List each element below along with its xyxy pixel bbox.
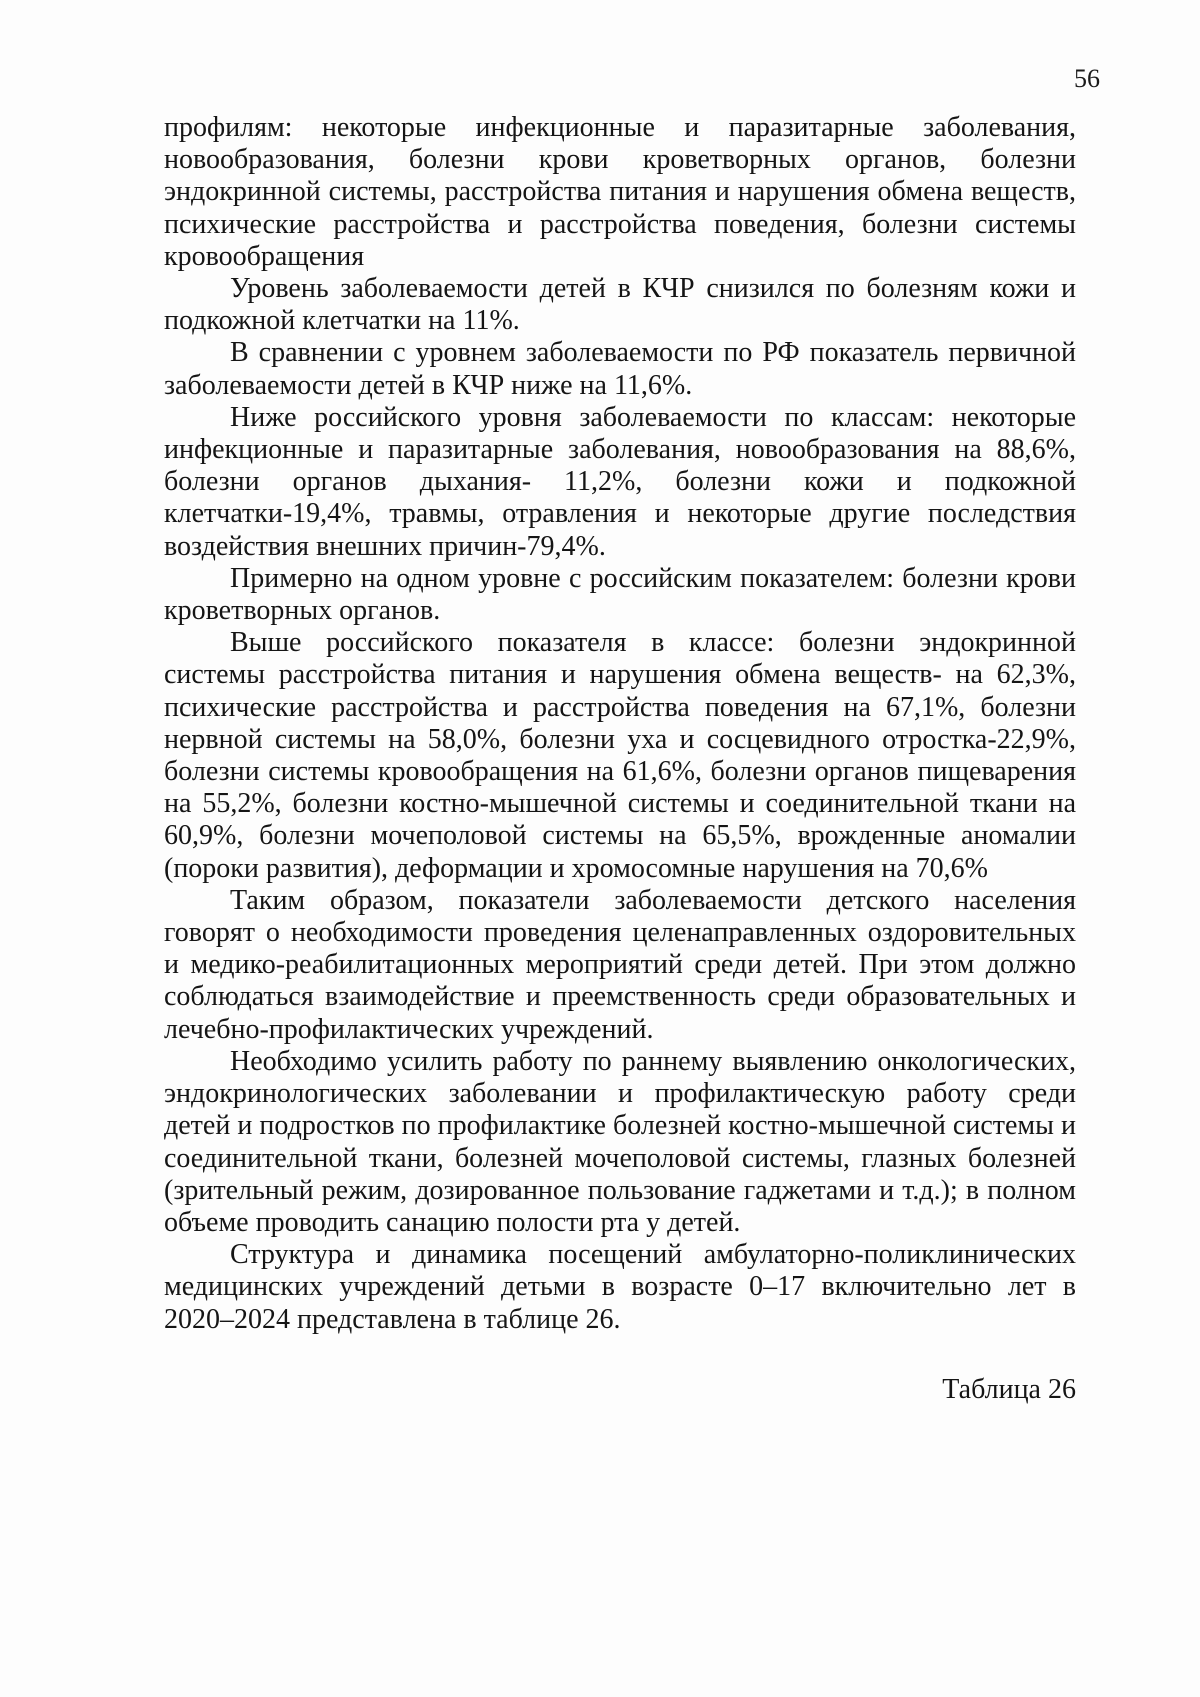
page-number: 56 (1074, 64, 1100, 93)
paragraph-below-rf: Ниже российского уровня заболеваемости по классам: некоторые инфекционные и паразитарные заболевания, новообразования на 88,6%, болезни органов дыхания- 11,2%, болезни кожи и подкожной клетчатки-19,4%, травмы, отравления и некоторые другие последствия воздействия внешних причин-79,4%. (164, 401, 1076, 562)
paragraph-table-intro: Структура и динамика посещений амбулаторно-поликлинических медицинских учреждений детьми в возрасте 0–17 включительно лет в 2020–2024 представлена в таблице 26. (164, 1239, 1076, 1335)
table-caption: Таблица 26 (942, 1374, 1076, 1405)
paragraph-recommendations: Необходимо усилить работу по раннему выявлению онкологических, эндокринологических заболевании и профилактическую работу среди детей и подростков по профилактике болезней костно-мышечной системы и соединительной ткани, болезней мочеполовой системы, глазных болезней (зрительный режим, дозированное пользование гаджетами и т.д.); в полном объеме проводить санацию полости рта у детей. (164, 1045, 1076, 1238)
paragraph-continuation: профилям: некоторые инфекционные и паразитарные заболевания, новообразования, болезни крови кроветворных органов, болезни эндокринной системы, расстройства питания и нарушения обмена веществ, психические расстройства и расстройства поведения, болезни системы кровообращения (164, 112, 1076, 272)
paragraph-skin-diseases: Уровень заболеваемости детей в КЧР снизился по болезням кожи и подкожной клетчатки на 11%. (164, 273, 1076, 337)
body-text (164, 112, 1076, 1336)
paragraph-rf-comparison: В сравнении с уровнем заболеваемости по РФ показатель первичной заболеваемости детей в КЧР ниже на 11,6%. (164, 337, 1076, 401)
paragraph-conclusion: Таким образом, показатели заболеваемости детского населения говорят о необходимости проведения целенаправленных оздоровительных и медико-реабилитационных мероприятий среди детей. При этом должно соблюдаться взаимодействие и преемственность среди образовательных и лечебно-профилактических учреждений. (164, 884, 1076, 1045)
paragraph-same-level: Примерно на одном уровне с российским показателем: болезни крови кроветворных органов. (164, 562, 1076, 627)
paragraph-above-rf: Выше российского показателя в классе: болезни эндокринной системы расстройства питания и нарушения обмена веществ- на 62,3%, психические расстройства и расстройства поведения на 67,1%, болезни нервной системы на 58,0%, болезни уха и сосцевидного отростка-22,9%, болезни системы кровообращения на 61,6%, болезни органов пищеварения на 55,2%, болезни костно-мышечной системы и соединительной ткани на 60,9%, болезни мочеполовой системы на 65,5%, врожденные аномалии (пороки развития), деформации и хромосомные нарушения на 70,6% (164, 627, 1076, 884)
